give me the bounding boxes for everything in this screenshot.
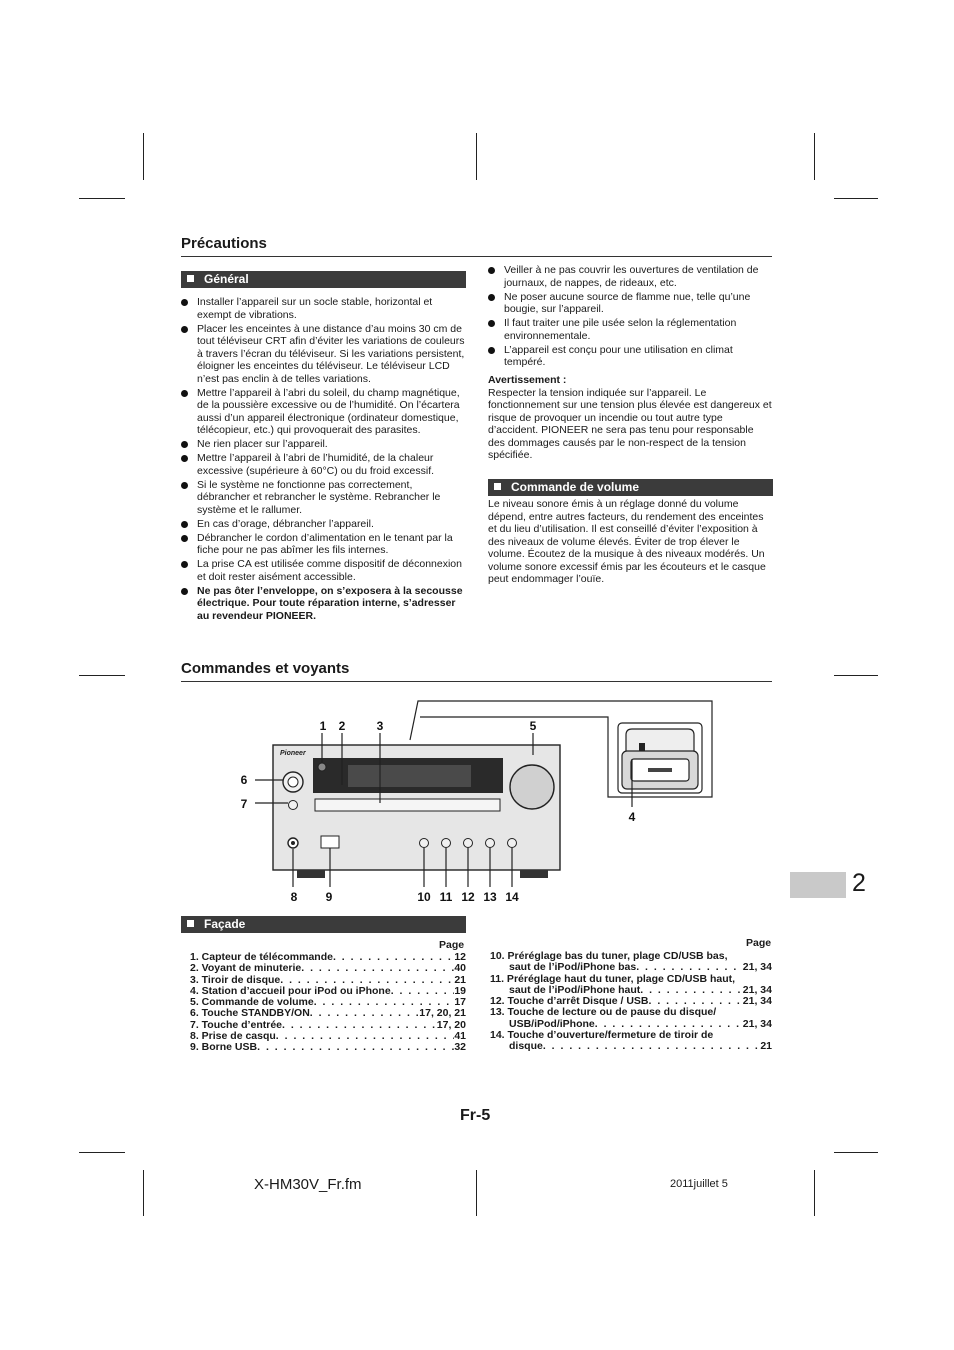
list-item: Installer l’appareil sur un socle stable, horizontal et exempt de vibrations. bbox=[181, 296, 466, 321]
front-panel-diagram bbox=[230, 695, 720, 910]
index-row: 4. Station d’accueil pour iPod ou iPhone . . . 19 bbox=[190, 986, 466, 997]
crop-mark bbox=[79, 198, 125, 199]
index-row: 2. Voyant de minuterie . . . 40 bbox=[190, 963, 466, 974]
heading-facade: Façade bbox=[181, 916, 466, 933]
callout-14: 14 bbox=[505, 890, 519, 904]
index-line: 13. Touche de lecture ou de pause du disque/ bbox=[490, 1006, 717, 1019]
list-item: L’appareil est conçu pour une utilisation en climat tempéré. bbox=[488, 344, 772, 369]
index-row: USB/iPod/iPhone . . . 21, 34 bbox=[490, 1019, 772, 1030]
callout-12: 12 bbox=[461, 890, 475, 904]
crop-mark bbox=[814, 133, 815, 180]
index-row: 9. Borne USB . . . 32 bbox=[190, 1042, 466, 1053]
warning-block bbox=[488, 374, 772, 462]
section-rule bbox=[181, 256, 772, 257]
page-number: Fr-5 bbox=[460, 1107, 491, 1124]
index-row: 3. Tiroir de disque . . . 21 bbox=[190, 975, 466, 986]
index-line: 14. Touche d’ouverture/fermeture de tiroir de bbox=[490, 1029, 714, 1042]
list-item: Mettre l’appareil à l’abri de l’humidité, de la chaleur excessive (supérieure à 60°C) ou du froid excessif. bbox=[181, 452, 466, 477]
date-stamp: 2011juillet 5 bbox=[670, 1178, 728, 1190]
list-item: Mettre l’appareil à l’abri du soleil, du champ magnétique, de la poussière excessive ou de l’humidité. On l’écartera aussi d’un appareil électronique (ordinateur domestique, télécopieur, etc.) qui provoquerait des parasites. bbox=[181, 387, 466, 437]
crop-mark bbox=[476, 133, 477, 180]
facade-index-right bbox=[490, 951, 772, 1053]
eject-button bbox=[508, 839, 517, 848]
callout-11: 11 bbox=[439, 890, 453, 904]
list-item: Débrancher le cordon d’alimentation en le tenant par la fiche pour ne pas abîmer les fils internes. bbox=[181, 532, 466, 557]
callout-7: 7 bbox=[240, 797, 248, 811]
crop-mark bbox=[79, 675, 125, 676]
index-row: 1. Capteur de télécommande . . . 12 bbox=[190, 952, 466, 963]
crop-mark bbox=[834, 1152, 878, 1153]
brand-logo: Pioneer bbox=[280, 750, 306, 757]
index-row: saut de l’iPod/iPhone haut . . . 21, 34 bbox=[490, 985, 772, 996]
preset-down-button bbox=[420, 839, 429, 848]
page-column-label: Page bbox=[439, 939, 465, 951]
index-row: 8. Prise de casqu . . . 41 bbox=[190, 1031, 466, 1042]
crop-mark bbox=[814, 1170, 815, 1216]
warning-text: Respecter la tension indiquée sur l’appareil. Le fonctionnement sur une tension plus élevée est dangereux et risque de provoquer un incendie ou tout autre type d’accident. PIONEER ne sera pas tenu pour responsable des dommages causés par le non-respect de la tension spécifiée. bbox=[488, 386, 772, 461]
chapter-tab bbox=[790, 872, 846, 898]
general-list bbox=[181, 296, 466, 624]
play-pause-button bbox=[486, 839, 495, 848]
callout-2: 2 bbox=[338, 719, 346, 733]
stop-button bbox=[464, 839, 473, 848]
callout-1: 1 bbox=[319, 719, 327, 733]
section-title-commandes: Commandes et voyants bbox=[181, 660, 350, 677]
index-row: saut de l’iPod/iPhone bas . . . 21, 34 bbox=[490, 962, 772, 973]
input-button bbox=[289, 801, 298, 810]
index-line: 10. Préréglage bas du tuner, plage CD/USB bas, bbox=[490, 950, 728, 962]
callout-8: 8 bbox=[290, 890, 298, 904]
unit-foot-right bbox=[520, 870, 548, 878]
list-item: En cas d’orage, débrancher l’appareil. bbox=[181, 518, 466, 531]
crop-mark bbox=[143, 133, 144, 180]
list-item: Placer les enceintes à une distance d’au moins 30 cm de tout téléviseur CRT afin d’éviter les variations de couleurs à travers l’écran du téléviseur. Si les variations persistent, éloigner les enceintes du téléviseur. Le téléviseur LCD n’est pas enclin à de telles variations. bbox=[181, 323, 466, 386]
callout-9: 9 bbox=[325, 890, 333, 904]
callout-3: 3 bbox=[376, 719, 384, 733]
index-row: 5. Commande de volume . . . 17 bbox=[190, 997, 466, 1008]
section-title-precautions: Précautions bbox=[181, 235, 267, 252]
display-screen bbox=[348, 765, 471, 787]
volume-text: Le niveau sonore émis à un réglage donné du volume dépend, entre autres facteurs, du rendement des enceintes et du lieu d’utilisation. Il est conseillé d’éviter l’exposition à des niveaux de volume élevés. Éviter de trop élever le volume. Écoutez de la musique à des niveaux modérés. Un volume sonore excessif émis par les écouteurs et le casque peut endommager l’ouïe. bbox=[488, 498, 766, 585]
list-item: Si le système ne fonctionne pas correctement, débrancher et rebrancher le système. Rebrancher le système et le rallumer. bbox=[181, 479, 466, 517]
square-bullet-icon bbox=[187, 275, 194, 282]
heading-volume: Commande de volume bbox=[488, 479, 773, 496]
right-list bbox=[488, 264, 772, 370]
callout-13: 13 bbox=[483, 890, 497, 904]
warning-title: Avertissement : bbox=[488, 374, 567, 386]
unit-foot-left bbox=[297, 870, 325, 878]
index-row: 6. Touche STANDBY/ON . . . 17, 20, 21 bbox=[190, 1008, 466, 1019]
file-name: X-HM30V_Fr.fm bbox=[254, 1176, 362, 1193]
list-item: Veiller à ne pas couvrir les ouvertures de ventilation de journaux, de nappes, de rideaux, etc. bbox=[488, 264, 772, 289]
usb-port bbox=[321, 836, 339, 848]
list-item: Ne poser aucune source de flamme nue, telle qu’une bougie, sur l’appareil. bbox=[488, 291, 772, 316]
callout-6: 6 bbox=[240, 773, 248, 787]
preset-up-button bbox=[442, 839, 451, 848]
list-item: Ne pas ôter l’enveloppe, on s’exposera à la secousse électrique. Pour toute réparation interne, s’adresser au revendeur PIONEER. bbox=[181, 585, 466, 623]
disc-tray bbox=[315, 799, 500, 811]
list-item: La prise CA est utilisée comme dispositif de déconnexion et doit rester aisément accessible. bbox=[181, 558, 466, 583]
facade-index-left bbox=[190, 952, 466, 1054]
remote-sensor bbox=[318, 763, 326, 771]
volume-knob bbox=[510, 765, 554, 809]
index-line: 11. Préréglage haut du tuner, plage CD/USB haut, bbox=[490, 972, 736, 985]
callout-5: 5 bbox=[529, 719, 537, 733]
crop-mark bbox=[476, 1170, 477, 1216]
index-row: 7. Touche d’entrée . . . 17, 20 bbox=[190, 1020, 466, 1031]
callout-4: 4 bbox=[628, 810, 636, 824]
callout-10: 10 bbox=[417, 890, 431, 904]
index-row: disque . . . 21 bbox=[490, 1041, 772, 1052]
heading-general: Général bbox=[181, 271, 466, 288]
page-column-label: Page bbox=[746, 937, 772, 949]
ipod-dock-inset bbox=[618, 723, 702, 793]
square-bullet-icon bbox=[187, 920, 194, 927]
crop-mark bbox=[143, 1170, 144, 1216]
crop-mark bbox=[834, 198, 878, 199]
list-item: Ne rien placer sur l’appareil. bbox=[181, 438, 466, 451]
section-rule bbox=[181, 681, 772, 682]
chapter-number: 2 bbox=[852, 869, 866, 897]
crop-mark bbox=[834, 675, 878, 676]
crop-mark bbox=[79, 1152, 125, 1153]
list-item: Il faut traiter une pile usée selon la réglementation environnementale. bbox=[488, 317, 772, 342]
index-row: 12. Touche d’arrêt Disque / USB . . . 21, 34 bbox=[490, 996, 772, 1007]
square-bullet-icon bbox=[494, 483, 501, 490]
